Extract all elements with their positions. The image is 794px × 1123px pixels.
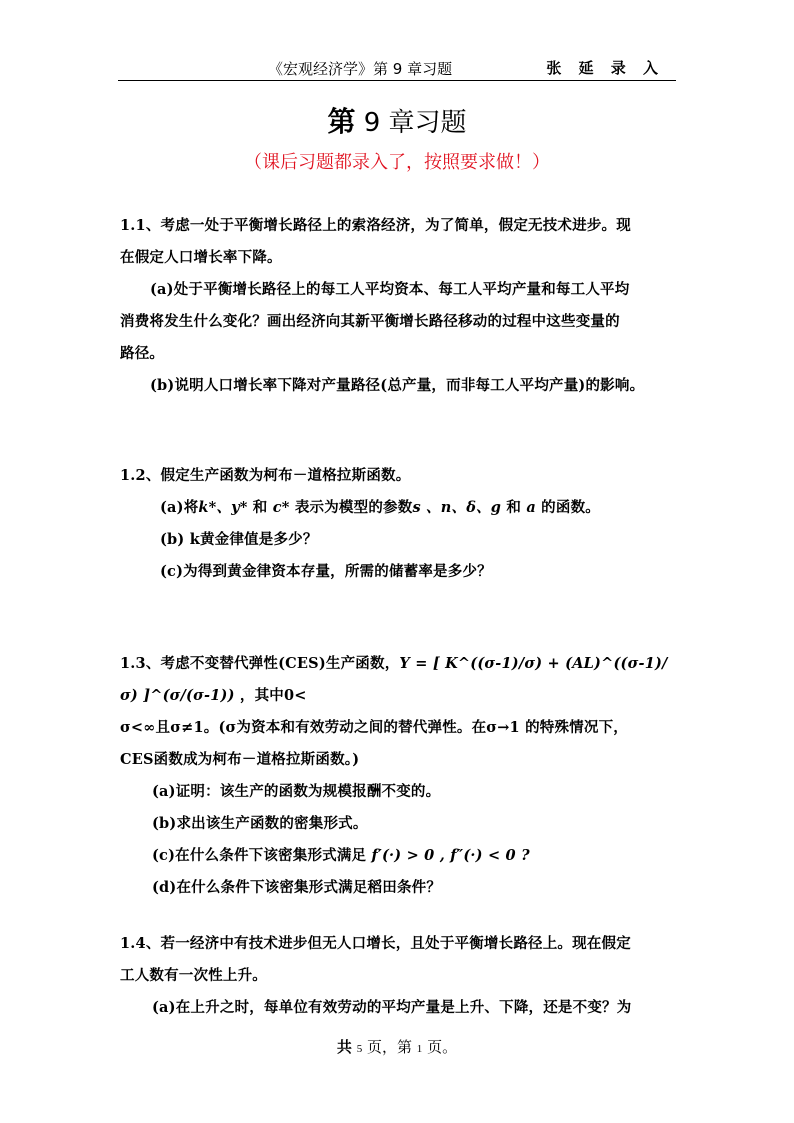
q2-part-a: (a)将k*、y* 和 c* 表示为模型的参数s 、n、δ、g 和 a 的函数。 (160, 499, 600, 516)
question-1-1 (120, 210, 678, 402)
q3-line3: CES函数成为柯布－道格拉斯函数。) (120, 751, 360, 768)
q1-part-a-line1: (a)处于平衡增长路径上的每工人平均资本、每工人平均产量和每工人平均 (150, 281, 630, 298)
question-1-4 (120, 928, 678, 1024)
total-pages: 5 (356, 1043, 363, 1055)
q1-line1: 1.1、考虑一处于平衡增长路径上的索洛经济，为了简单，假定无技术进步。现 (120, 217, 631, 234)
title-first-char: 第 (327, 105, 356, 138)
page-footer: 共 5 页，第 1 页。 (336, 1038, 458, 1056)
page-header (118, 58, 676, 81)
q2-part-c: (c)为得到黄金律资本存量，所需的储蓄率是多少？ (160, 563, 492, 580)
q1-line2: 在假定人口增长率下降。 (120, 249, 282, 266)
q3-part-c: (c)在什么条件下该密集形式满足 f′(·) > 0 , f″(·) < 0 ? (152, 847, 530, 864)
header-author: 张 延 录 入 (546, 59, 664, 77)
header-title: 《宏观经济学》第 9 章习题 (268, 60, 453, 78)
q3-part-d: (d)在什么条件下该密集形式满足稻田条件？ (152, 879, 442, 896)
page-subtitle: （课后习题都录入了，按照要求做！） (244, 152, 550, 173)
q3-part-a: (a)证明：该生产的函数为规模报酬不变的。 (152, 783, 441, 800)
q2-part-b: (b) k黄金律值是多少？ (160, 531, 318, 548)
q4-line2: 工人数有一次性上升。 (120, 967, 267, 984)
ces-formula: Y = [ K^((σ-1)/σ) + (AL)^((σ-1)/σ) ]^(σ/(σ-1)) (120, 655, 668, 704)
q1-part-b: (b)说明人口增长率下降对产量路径(总产量，而非每工人平均产量)的影响。 (150, 377, 645, 394)
question-1-2 (120, 460, 678, 588)
q2-line1: 1.2、假定生产函数为柯布－道格拉斯函数。 (120, 467, 411, 484)
q1-part-a-line2: 消费将发生什么变化？画出经济向其新平衡增长路径移动的过程中这些变量的 (120, 313, 620, 330)
page-title (0, 100, 794, 140)
q3-part-b: (b)求出该生产函数的密集形式。 (152, 815, 368, 832)
q3-line1: 1.3、考虑不变替代弹性(CES)生产函数，Y = [ K^((σ-1)/σ) + (AL)^((σ-1)/σ) ]^(σ/(σ-1)) ，其中0< (120, 655, 668, 704)
q4-part-a: (a)在上升之时，每单位有效劳动的平均产量是上升、下降，还是不变？为 (152, 999, 632, 1016)
q3-line2: σ<∞且σ≠1。(σ为资本和有效劳动之间的替代弹性。在σ→1 的特殊情况下， (120, 719, 628, 736)
q4-line1: 1.4、若一经济中有技术进步但无人口增长，且处于平衡增长路径上。现在假定 (120, 935, 631, 952)
q1-part-a-line3: 路径。 (120, 345, 165, 362)
title-rest: 9 章习题 (355, 108, 467, 138)
question-1-3 (120, 648, 678, 904)
current-page: 1 (416, 1043, 423, 1055)
